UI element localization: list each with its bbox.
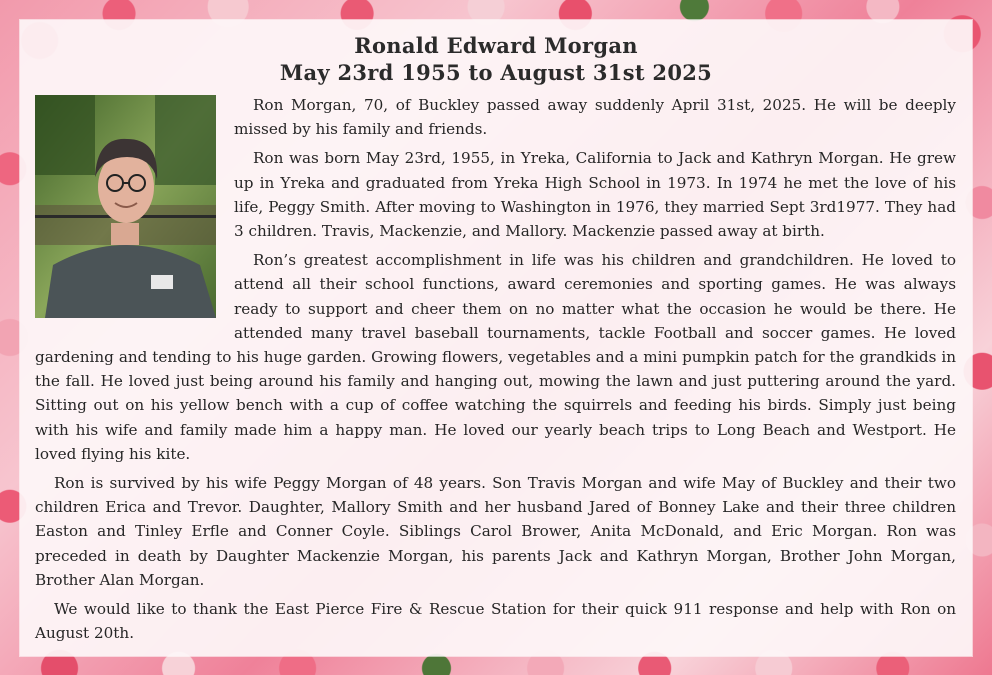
deceased-name: Ronald Edward Morgan [354,33,638,58]
obituary-paragraph-2: Ron was born May 23rd, 1955, in Yreka, California to Jack and Kathryn Morgan. He grew up in Yreka and graduated from Yreka High School in 1973. In 1974 he met the love of his life, Peggy Smith. After moving to Washington in 1976, they married Sept 3rd1977. They had 3 children. Travis, Mackenzie, and Mallory. Mackenzie passed away at birth. [234,149,956,241]
obituary-header [20,32,972,86]
obituary-text [35,93,956,650]
life-dates: May 23rd 1955 to August 31st 2025 [279,60,713,85]
obituary-panel [20,20,972,656]
obituary-paragraph-1: Ron Morgan, 70, of Buckley passed away suddenly April 31st, 2025. He will be deeply missed by his family and friends. [234,96,956,139]
portrait-photo [35,95,216,318]
obituary-paragraph-4: Ron is survived by his wife Peggy Morgan of 48 years. Son Travis Morgan and wife May of Buckley and their two children Erica and Trevor. Daughter, Mallory Smith and her husband Jared of Bonney Lake and their three children Easton and Tinley Erfle and Conner Coyle. Siblings Carol Brower, Anita McDonald, and Eric Morgan. Ron was preceded in death by Daughter Mackenzie Morgan, his parents Jack and Kathryn Morgan, Brother John Morgan, Brother Alan Morgan. [35,474,956,589]
obituary-paragraph-3: Ron’s greatest accomplishment in life was his children and grandchildren. He loved to attend all their school functions, award ceremonies and sporting games. He was always ready to support and cheer them on no matter what the occasion he would be there. He attended many travel baseball tournaments, tackle Football and soccer games. He loved gardening and tending to his huge garden. Growing flowers, vegetables and a mini pumpkin patch for the grandkids in the fall. He loved just being around his family and hanging out, mowing the lawn and just puttering around the yard. Sitting out on his yellow bench with a cup of coffee watching the squirrels and feeding his birds. Simply just being with his wife and family made him a happy man. He loved our yearly beach trips to Long Beach and Westport. He loved flying his kite. [35,251,956,463]
obituary-paragraph-5: We would like to thank the East Pierce Fire & Rescue Station for their quick 911 response and help with Ron on August 20th. [35,600,956,643]
